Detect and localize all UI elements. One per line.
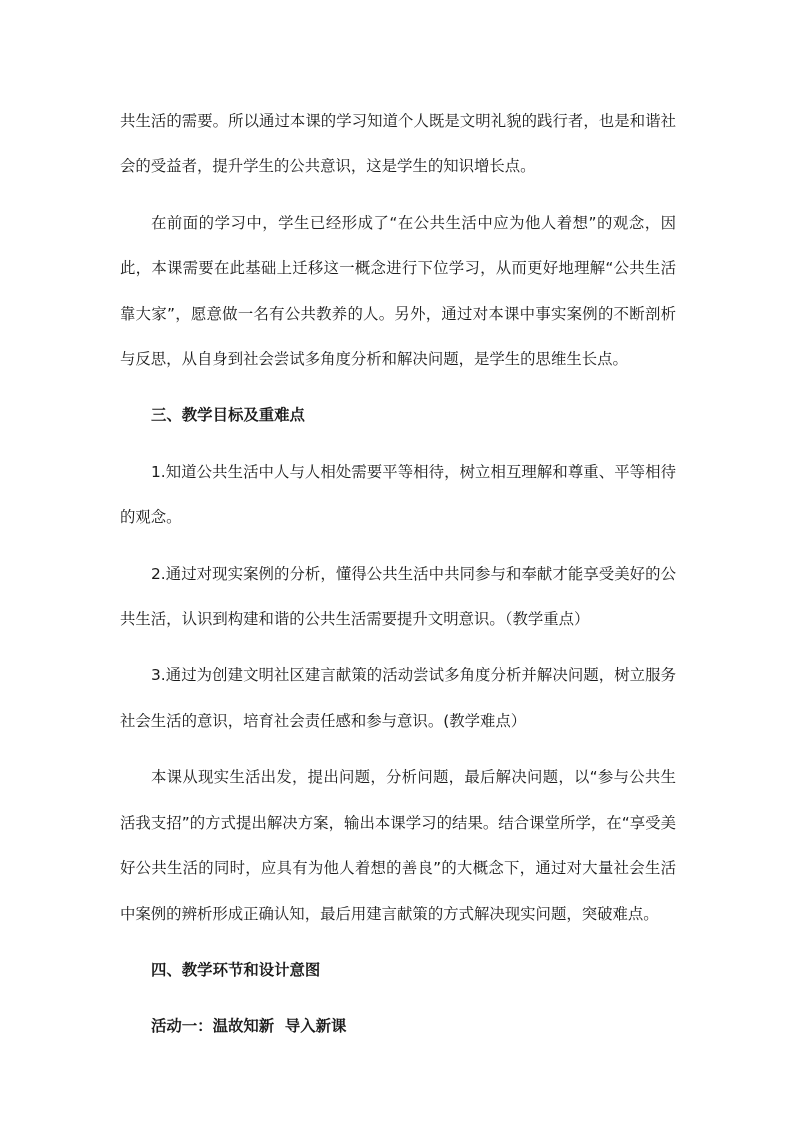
document-body: [120, 99, 676, 1061]
paragraph-teaching-method: 本课从现实生活出发，提出问题，分析问题，最后解决问题，以“参与公共生活我支招”的方式提出解决方案，输出本课学习的结果。结合课堂所学，在“享受美好公共生活的同时，应具有为他人着想的善良”的大概念下，通过对大量社会生活中案例的辨析形成正确认知，最后用建言献策的方式解决现实问题，突破难点。: [120, 768, 676, 923]
goal-item-3: 3.通过为创建文明社区建言献策的活动尝试多角度分析并解决问题，树立服务社会生活的意识，培育社会责任感和参与意识。(教学难点）: [120, 666, 676, 730]
paragraph-thinking-growth: 在前面的学习中，学生已经形成了“在公共生活中应为他人着想”的观念，因此，本课需要在此基础上迁移这一概念进行下位学习，从而更好地理解“公共生活靠大家”，愿意做一名有公共教养的人。另外，通过对本课中事实案例的不断剖析与反思，从自身到社会尝试多角度分析和解决问题，是学生的思维生长点。: [120, 213, 676, 369]
goal-item-1: 1.知道公共生活中人与人相处需要平等相待，树立相互理解和尊重、平等相待的观念。: [120, 462, 676, 527]
activity-heading-1: 活动一：温故知新 导入新课: [151, 1017, 347, 1036]
paragraph-knowledge-growth: 共生活的需要。所以通过本课的学习知道个人既是文明礼貌的践行者，也是和谐社会的受益者，提升学生的公共意识，这是学生的知识增长点。: [120, 112, 676, 176]
section-heading-teaching-steps: 四、教学环节和设计意图: [151, 960, 321, 979]
section-heading-teaching-goals: 三、教学目标及重难点: [151, 406, 305, 425]
goal-item-2: 2.通过对现实案例的分析，懂得公共生活中共同参与和奉献才能享受美好的公共生活，认识到构建和谐的公共生活需要提升文明意识。（教学重点）: [120, 564, 676, 629]
